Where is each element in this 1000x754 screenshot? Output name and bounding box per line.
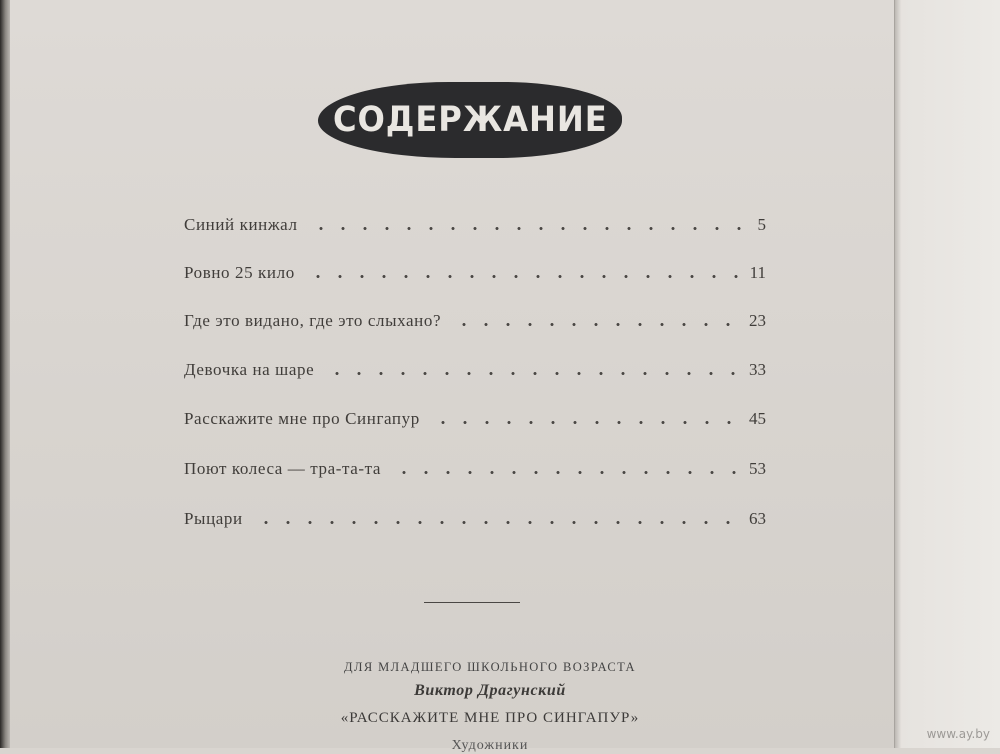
- page-title: СОДЕРЖАНИЕ: [332, 100, 608, 140]
- toc-entry: [184, 205, 766, 235]
- toc-entry: [184, 301, 766, 331]
- imprint-book-title: «РАССКАЖИТЕ МНЕ ПРО СИНГАПУР»: [340, 710, 640, 726]
- toc-entry-title: Поют колеса — тра-та-та: [184, 459, 382, 478]
- toc-entry-title: Расскажите мне про Сингапур: [184, 409, 420, 428]
- toc-entry-page: 63: [749, 509, 766, 528]
- toc-leader-dots: [453, 323, 737, 326]
- toc-entry-title: Где это видано, где это слыхано?: [184, 311, 442, 330]
- toc-entry: [184, 350, 766, 380]
- watermark: www.ay.by: [926, 727, 990, 741]
- toc-entry: [184, 449, 766, 479]
- toc-entry: [184, 499, 766, 529]
- toc-entry-title: Ровно 25 кило: [184, 263, 295, 282]
- toc-leader-dots: [326, 372, 737, 375]
- imprint-audience: ДЛЯ МЛАДШЕГО ШКОЛЬНОГО ВОЗРАСТА: [344, 660, 636, 674]
- toc-leader-dots: [432, 421, 737, 424]
- toc-entry-page: 53: [749, 459, 766, 478]
- toc-entry-title: Девочка на шаре: [184, 360, 315, 379]
- toc-entry-page: 5: [757, 215, 766, 234]
- section-divider: [424, 602, 520, 603]
- toc-entry-page: 11: [749, 263, 766, 282]
- adjacent-page: [894, 0, 1000, 748]
- toc-leader-dots: [255, 521, 737, 524]
- toc-leader-dots: [310, 227, 746, 230]
- toc-leader-dots: [393, 471, 737, 474]
- toc-entry-page: 33: [749, 360, 766, 379]
- toc-entry-page: 23: [749, 311, 766, 330]
- title-plaque: [318, 82, 622, 158]
- toc-entry: [184, 253, 766, 283]
- imprint-illustrators: Художники: [451, 738, 529, 753]
- imprint-author: Виктор Драгунский: [414, 682, 566, 699]
- toc-entry-title: Рыцари: [184, 509, 243, 528]
- toc-entry-title: Синий кинжал: [184, 215, 298, 234]
- toc-entry-page: 45: [749, 409, 766, 428]
- toc-leader-dots: [307, 275, 738, 278]
- toc-entry: [184, 399, 766, 429]
